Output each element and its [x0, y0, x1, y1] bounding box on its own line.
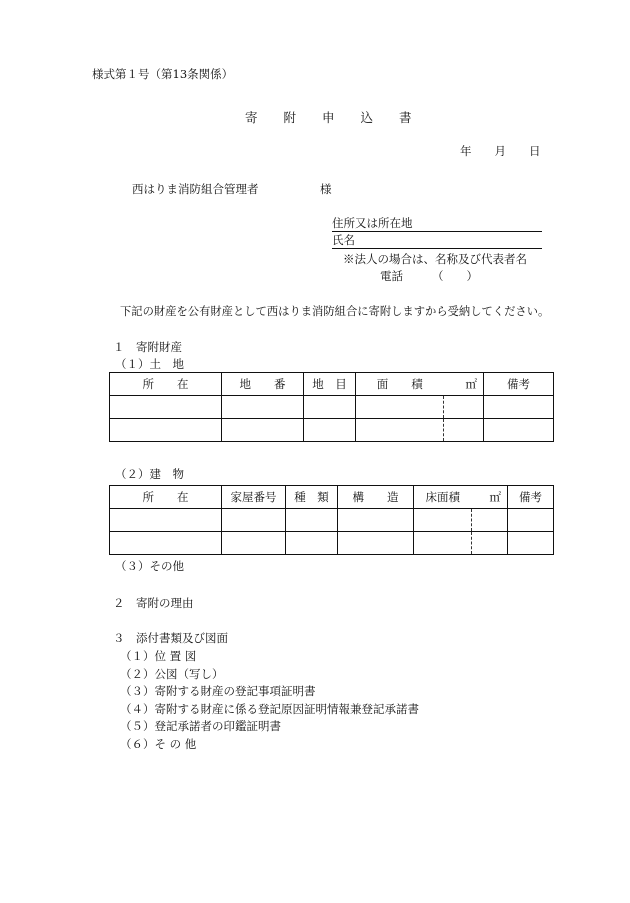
land-header-location: 所 在: [110, 373, 222, 396]
document-title: 寄附申込書: [245, 110, 438, 125]
table-row: [110, 532, 554, 555]
table-cell[interactable]: [484, 396, 554, 419]
building-header-unit: ㎡: [472, 486, 508, 509]
building-header-remarks: 備考: [508, 486, 554, 509]
table-cell[interactable]: [356, 419, 444, 442]
applicant-address-field: [332, 215, 542, 232]
body-text: 下記の財産を公有財産として西はりま消防組合に寄附しますから受納してください。: [120, 305, 550, 318]
phone-label: 電話: [380, 269, 403, 283]
table-cell[interactable]: [222, 396, 304, 419]
land-label: （１）土 地: [115, 357, 184, 371]
land-table: [109, 372, 554, 442]
section1-heading: １ 寄附財産: [113, 340, 182, 354]
land-header-unit: ㎡: [444, 373, 484, 396]
attachment-item: （６）そ の 他: [120, 737, 197, 751]
table-cell[interactable]: [472, 509, 508, 532]
land-header-lot-number: 地 番: [222, 373, 304, 396]
date-line: 年 月 日: [460, 144, 541, 158]
applicant-name-label: 氏名: [332, 233, 355, 247]
applicant-address-label: 住所又は所在地: [332, 216, 413, 230]
recipient-suffix: 様: [320, 182, 332, 196]
table-cell[interactable]: [472, 532, 508, 555]
table-cell[interactable]: [414, 532, 472, 555]
table-cell[interactable]: [222, 532, 286, 555]
table-cell[interactable]: [286, 509, 338, 532]
table-cell[interactable]: [444, 396, 484, 419]
building-header-house-number: 家屋番号: [222, 486, 286, 509]
table-cell[interactable]: [222, 509, 286, 532]
table-cell[interactable]: [110, 532, 222, 555]
building-header-floor-area: 床面積: [414, 486, 472, 509]
section2-heading: ２ 寄附の理由: [113, 596, 194, 610]
table-cell[interactable]: [508, 509, 554, 532]
section3-heading: ３ 添付書類及び図面: [113, 631, 228, 645]
land-header-remarks: 備考: [484, 373, 554, 396]
table-cell[interactable]: [286, 532, 338, 555]
table-cell[interactable]: [508, 532, 554, 555]
other-property-label: （３）その他: [115, 559, 184, 573]
applicant-name-field: [332, 232, 542, 249]
land-table-header: [110, 373, 554, 396]
table-row: [110, 396, 554, 419]
building-label: （２）建 物: [115, 467, 184, 481]
recipient-name: 西はりま消防組合管理者: [132, 182, 259, 196]
table-cell[interactable]: [338, 532, 414, 555]
land-header-land-category: 地 目: [304, 373, 356, 396]
corporate-note: ※法人の場合は、名称及び代表者名: [343, 252, 527, 266]
table-cell[interactable]: [414, 509, 472, 532]
table-cell[interactable]: [338, 509, 414, 532]
building-header-location: 所 在: [110, 486, 222, 509]
attachment-item: （５）登記承諾者の印鑑証明書: [120, 719, 281, 733]
building-header-structure: 構 造: [338, 486, 414, 509]
table-cell[interactable]: [304, 396, 356, 419]
building-header-type: 種 類: [286, 486, 338, 509]
form-number: 様式第１号（第13条関係）: [92, 67, 234, 81]
table-row: [110, 509, 554, 532]
attachment-item: （１）位 置 図: [120, 649, 197, 663]
building-table: [109, 485, 554, 555]
attachment-item: （３）寄附する財産の登記事項証明書: [120, 684, 316, 698]
table-cell[interactable]: [356, 396, 444, 419]
building-table-header: [110, 486, 554, 509]
phone-paren: （ ）: [432, 269, 478, 283]
table-cell[interactable]: [444, 419, 484, 442]
land-header-area: 面 積: [356, 373, 444, 396]
table-row: [110, 419, 554, 442]
table-cell[interactable]: [110, 509, 222, 532]
attachment-item: （４）寄附する財産に係る登記原因証明情報兼登記承諾書: [120, 702, 419, 716]
table-cell[interactable]: [484, 419, 554, 442]
table-cell[interactable]: [110, 419, 222, 442]
table-cell[interactable]: [222, 419, 304, 442]
table-cell[interactable]: [110, 396, 222, 419]
attachment-item: （２）公図（写し）: [120, 667, 224, 681]
table-cell[interactable]: [304, 419, 356, 442]
